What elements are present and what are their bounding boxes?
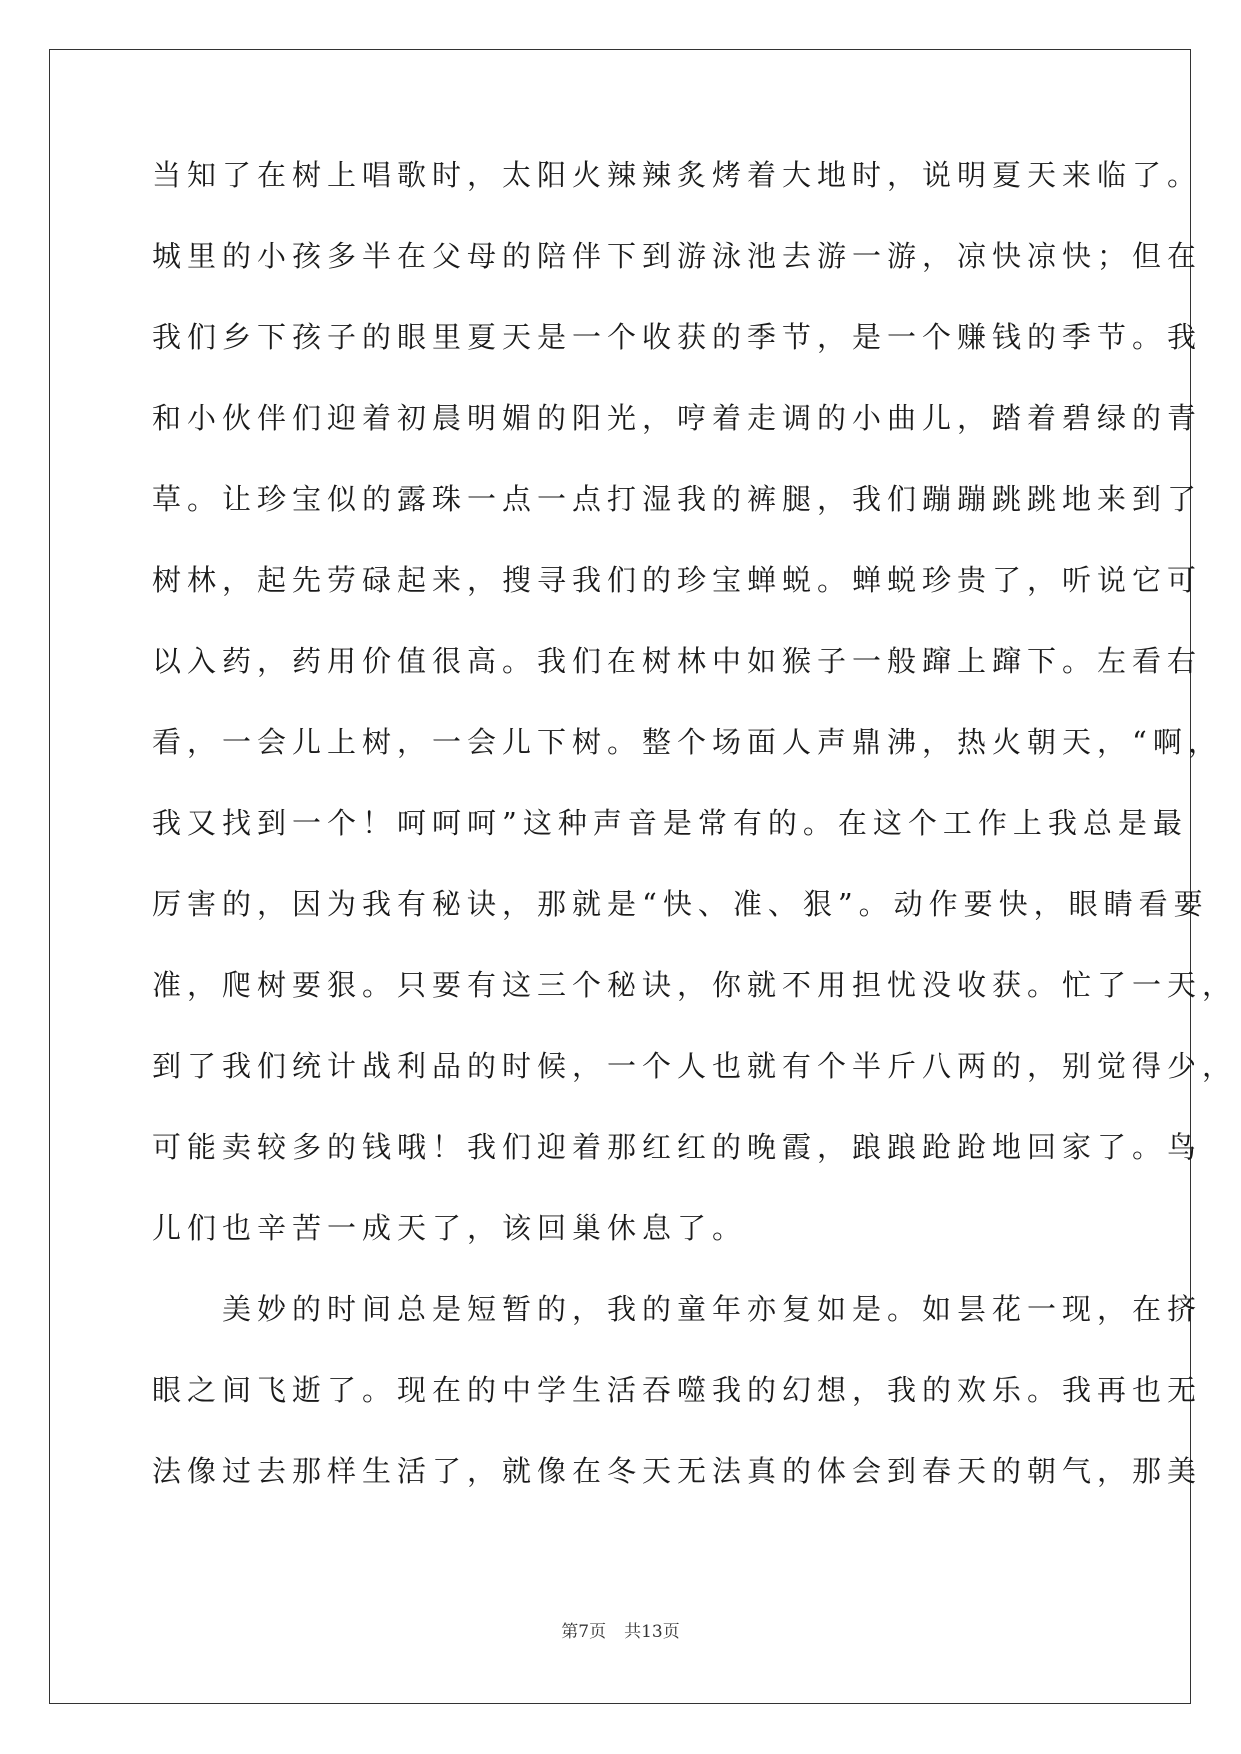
text-line: 树林，起先劳碌起来，搜寻我们的珍宝蝉蜕。蝉蜕珍贵了，听说它可 (152, 563, 1203, 597)
text-line: 看，一会儿上树，一会儿下树。整个场面人声鼎沸，热火朝天，“啊， (152, 725, 1223, 759)
text-line: 城里的小孩多半在父母的陪伴下到游泳池去游一游，凉快凉快；但在 (152, 239, 1203, 273)
text-line: 草。让珍宝似的露珠一点一点打湿我的裤腿，我们蹦蹦跳跳地来到了 (152, 482, 1203, 516)
text-line: 和小伙伴们迎着初晨明媚的阳光，哼着走调的小曲儿，踏着碧绿的青 (152, 401, 1203, 435)
page-total: 共13页 (624, 1622, 680, 1642)
text-line: 可能卖较多的钱哦！我们迎着那红红的晚霞，踉踉跄跄地回家了。鸟 (152, 1130, 1203, 1164)
text-line: 到了我们统计战利品的时候，一个人也就有个半斤八两的，别觉得少， (152, 1049, 1238, 1083)
document-body (152, 155, 1238, 1532)
page-footer (0, 1617, 1241, 1642)
text-line: 当知了在树上唱歌时，太阳火辣辣炙烤着大地时，说明夏天来临了。 (152, 158, 1203, 192)
text-line: 以入药，药用价值很高。我们在树林中如猴子一般蹿上蹿下。左看右 (152, 644, 1203, 678)
page-number: 第7页 (561, 1622, 607, 1642)
text-line: 我又找到一个！呵呵呵”这种声音是常有的。在这个工作上我总是最 (152, 806, 1188, 840)
text-line: 法像过去那样生活了，就像在冬天无法真的体会到春天的朝气，那美 (152, 1454, 1203, 1488)
text-line: 准，爬树要狠。只要有这三个秘诀，你就不用担忧没收获。忙了一天， (152, 968, 1238, 1002)
text-line: 我们乡下孩子的眼里夏天是一个收获的季节，是一个赚钱的季节。我 (152, 320, 1203, 354)
text-line: 儿们也辛苦一成天了，该回巢休息了。 (152, 1211, 748, 1245)
text-line: 美妙的时间总是短暂的，我的童年亦复如是。如昙花一现，在挤 (152, 1292, 1203, 1326)
text-line: 眼之间飞逝了。现在的中学生活吞噬我的幻想，我的欢乐。我再也无 (152, 1373, 1203, 1407)
text-line: 厉害的，因为我有秘诀，那就是“快、准、狠”。动作要快，眼睛看要 (152, 887, 1209, 921)
